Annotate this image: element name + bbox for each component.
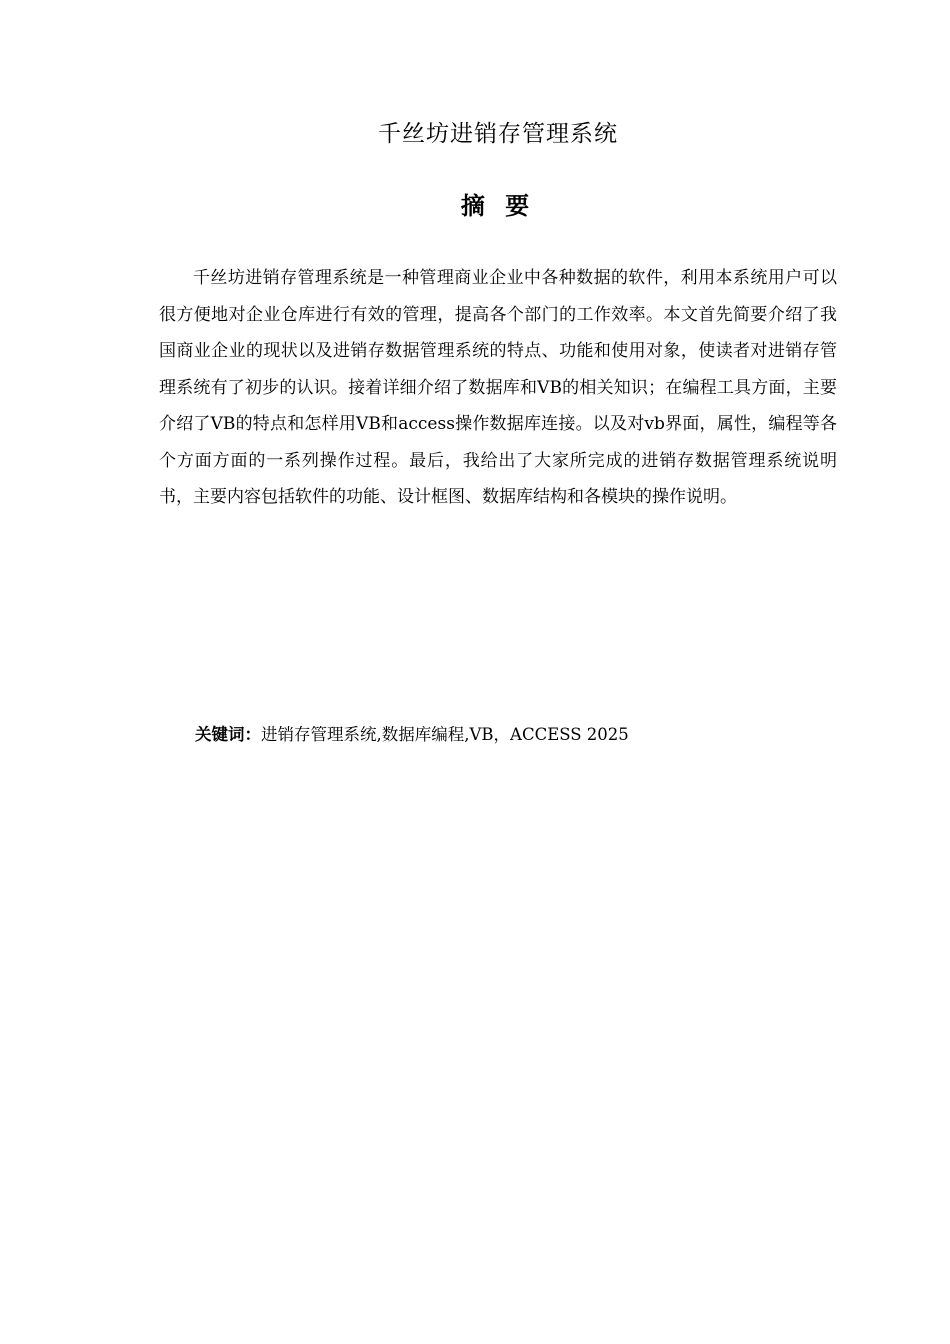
abstract-heading: 摘 要: [460, 192, 536, 220]
keywords-value: 进销存管理系统,数据库编程,VB，ACCESS 2025: [261, 725, 629, 744]
keywords-line: [195, 718, 835, 752]
keywords-label: 关键词：: [195, 725, 261, 744]
document-title: 千丝坊进销存管理系统: [378, 121, 618, 147]
abstract-paragraph: 千丝坊进销存管理系统是一种管理商业企业中各种数据的软件，利用本系统用户可以很方便地对企业仓库进行有效的管理，提高各个部门的工作效率。本文首先简要介绍了我国商业企业的现状以及进销存数据管理系统的特点、功能和使用对象，使读者对进销存管理系统有了初步的认识。接着详细介绍了数据库和VB的相关知识；在编程工具方面，主要介绍了VB的特点和怎样用VB和access操作数据库连接。以及对vb界面，属性，编程等各个方面方面的一系列操作过程。最后，我给出了大家所完成的进销存数据管理系统说明书，主要内容包括软件的功能、设计框图、数据库结构和各模块的操作说明。: [159, 268, 837, 507]
